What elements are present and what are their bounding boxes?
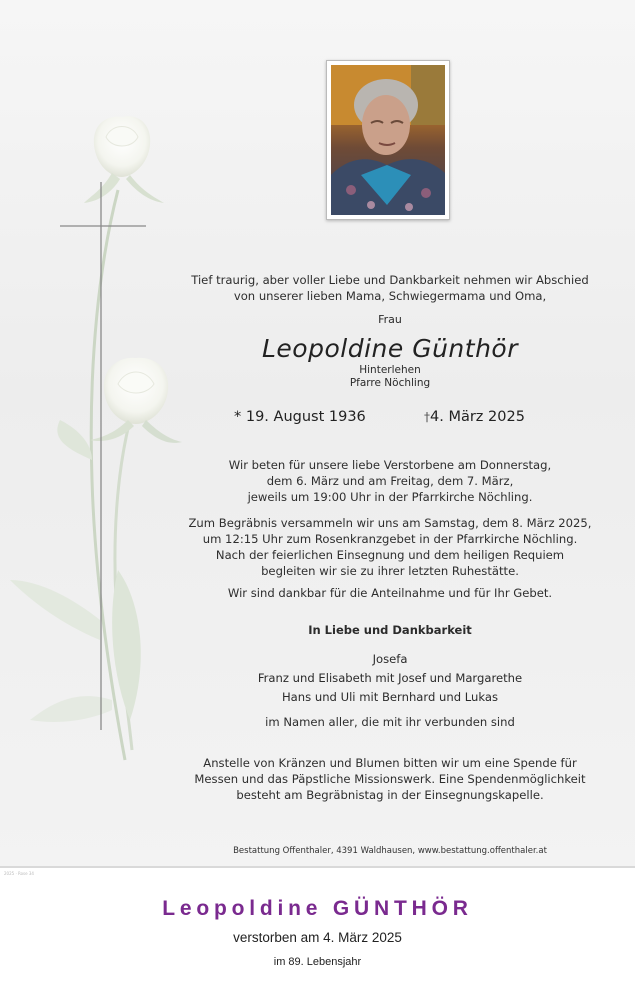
portrait-frame <box>326 60 450 220</box>
prayer-text: Wir beten für unsere liebe Verstorbene am Donnerstag, dem 6. März und am Freitag, dem 7. März, jeweils um 19:00 Uhr in der Pfarrkirche Nöchling. <box>228 458 552 504</box>
summary-death: verstorben am 4. März 2025 <box>233 930 402 945</box>
death-date <box>424 409 525 425</box>
undertaker-footer: Bestattung Offenthaler, 4391 Waldhausen, www.bestattung.offenthaler.at <box>233 846 547 856</box>
family-member: Hans und Uli mit Bernhard und Lukas <box>281 690 499 704</box>
summary-name: Leopoldine GÜNTHÖR <box>162 897 473 920</box>
in-love-heading: In Liebe und Dankbarkeit <box>308 623 472 637</box>
summary-age: im 89. Lebensjahr <box>273 956 362 968</box>
thanks-text: Wir sind dankbar für die Anteilnahme und für Ihr Gebet. <box>227 586 553 600</box>
deceased-name: Leopoldine Günthör <box>262 334 518 363</box>
parish-text: Pfarre Nöchling <box>349 377 431 389</box>
dagger-icon: † <box>424 410 430 424</box>
family-member: Franz und Elisabeth mit Josef und Margarethe <box>257 671 523 685</box>
residence <box>300 364 480 390</box>
family-member: Josefa <box>372 652 408 666</box>
intro-text: Tief traurig, aber voller Liebe und Dankbarkeit nehmen wir Abschied von unserer lieben Mama, Schwiegermama und Oma, <box>191 273 589 303</box>
cross-icon <box>0 0 160 740</box>
title-prefix: Frau <box>378 313 402 326</box>
on-behalf-text: im Namen aller, die mit ihr verbunden sind <box>265 715 515 729</box>
family-list <box>180 650 600 707</box>
portrait-photo <box>331 65 445 215</box>
card-reference: 2025 · Rose 34 <box>4 871 34 876</box>
donation-text: Anstelle von Kränzen und Blumen bitten wir um eine Spende für Messen und das Päpstliche Missionswerk. Eine Spendenmöglichkeit besteht am Begräbnistag in der Einsegnungskapelle. <box>194 756 586 802</box>
funeral-text: Zum Begräbnis versammeln wir uns am Samstag, dem 8. März 2025, um 12:15 Uhr zum Rosenkranzgebet in der Pfarrkirche Nöchling. Nach der feierlichen Einsegnung und dem heiligen Requiem begleiten wir sie zu ihrer letzten Ruhestätte. <box>188 516 592 578</box>
place-text: Hinterlehen <box>359 364 421 376</box>
death-date-text: 4. März 2025 <box>430 409 525 425</box>
divider <box>0 866 635 868</box>
birth-date: * 19. August 1936 <box>234 409 366 425</box>
